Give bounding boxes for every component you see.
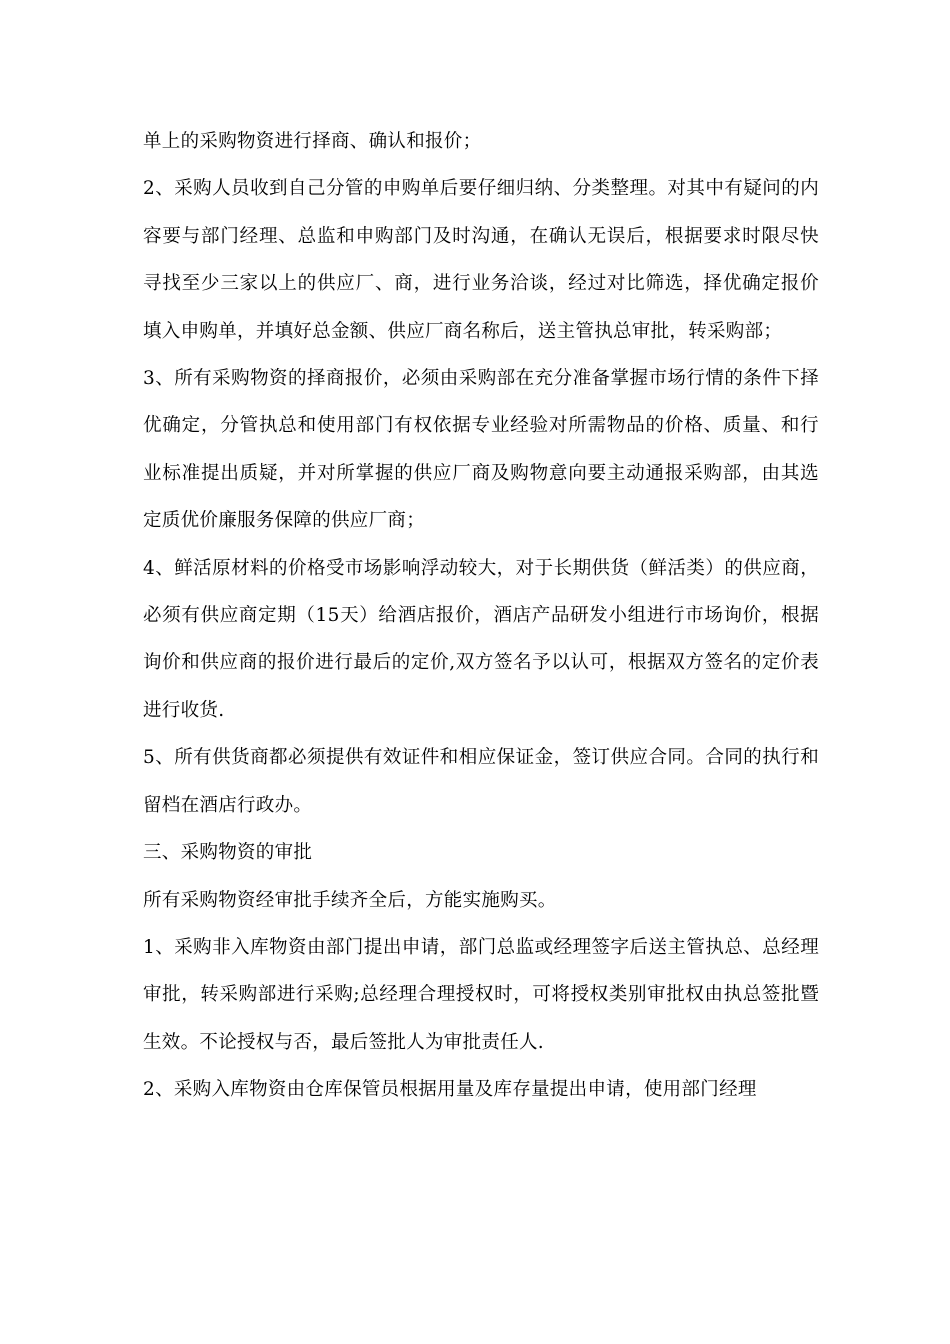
document-body: [143, 118, 819, 1114]
paragraph-5: 5、所有供货商都必须提供有效证件和相应保证金，签订供应合同。合同的执行和留档在酒店行政办。: [143, 747, 819, 816]
paragraph-1: 单上的采购物资进行择商、确认和报价；: [143, 131, 482, 152]
paragraph-4: 4、鲜活原材料的价格受市场影响浮动较大，对于长期供货（鲜活类）的供应商，必须有供应商定期（15天）给酒店报价，酒店产品研发小组进行市场询价，根据询价和供应商的报价进行最后的定价,双方签名予以认可，根据双方签名的定价表进行收货.: [143, 557, 819, 721]
paragraph-7: 所有采购物资经审批手续齐全后，方能实施购买。: [143, 889, 557, 911]
section-heading: 三、采购物资的审批: [143, 842, 313, 864]
paragraph-2: 2、采购人员收到自己分管的申购单后要仔细归纳、分类整理。对其中有疑问的内容要与部门经理、总监和申购部门及时沟通，在确认无误后，根据要求时限尽快寻找至少三家以上的供应厂、商，进行业务洽谈，经过对比筛选，择优确定报价填入申购单，并填好总金额、供应厂商名称后，送主管执总审批，转采购部；: [143, 178, 819, 342]
paragraph-3: 3、所有采购物资的择商报价，必须由采购部在充分准备掌握市场行情的条件下择优确定，分管执总和使用部门有权依据专业经验对所需物品的价格、质量、和行业标准提出质疑，并对所掌握的供应厂商及购物意向要主动通报采购部，由其选定质优价廉服务保障的供应厂商；: [143, 368, 819, 532]
paragraph-9: 2、采购入库物资由仓库保管员根据用量及库存量提出申请，使用部门经理: [143, 1079, 757, 1101]
paragraph-8: 1、采购非入库物资由部门提出申请，部门总监或经理签字后送主管执总、总经理审批，转采购部进行采购;总经理合理授权时，可将授权类别审批权由执总签批暨生效。不论授权与否，最后签批人为审批责任人.: [143, 936, 819, 1053]
